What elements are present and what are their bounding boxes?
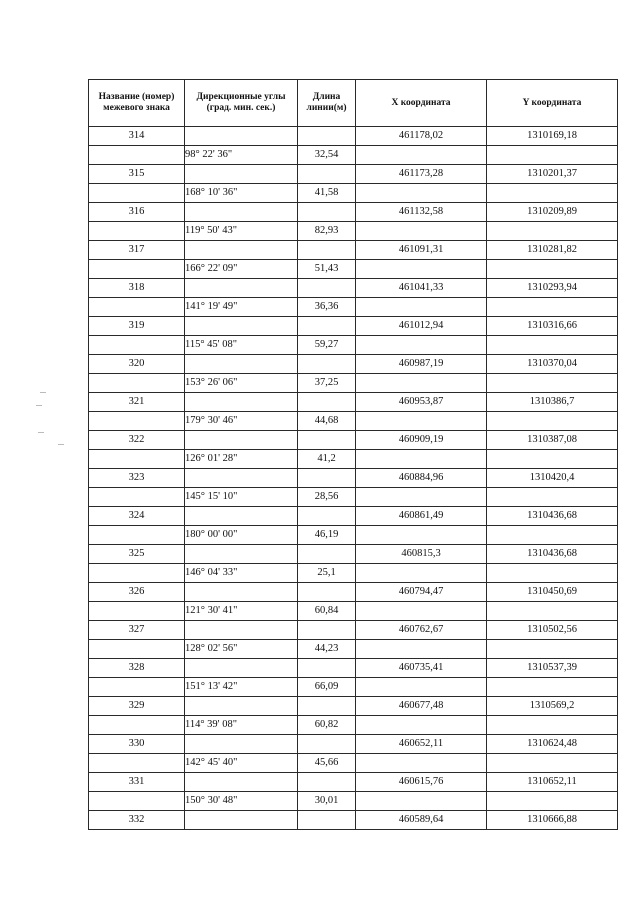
x-coordinate-cell: 460677,48 <box>356 697 487 716</box>
x-coordinate-cell: 461012,94 <box>356 317 487 336</box>
y-coordinate-cell: 1310386,7 <box>487 393 618 412</box>
point-name-cell: 322 <box>89 431 185 450</box>
line-length-cell: 30,01 <box>298 792 356 811</box>
empty-cell <box>356 298 487 317</box>
point-name-cell: 324 <box>89 507 185 526</box>
empty-cell <box>356 412 487 431</box>
header-name: Название (номер) межевого знака <box>89 80 185 127</box>
table-row-segment <box>89 146 618 165</box>
line-length-cell: 41,2 <box>298 450 356 469</box>
direction-angle-cell: 119° 50' 43" <box>185 222 298 241</box>
empty-cell <box>89 488 185 507</box>
direction-angle-cell: 166° 22' 09" <box>185 260 298 279</box>
y-coordinate-cell: 1310436,68 <box>487 507 618 526</box>
empty-cell <box>89 564 185 583</box>
table-row-point <box>89 165 618 184</box>
point-name-cell: 326 <box>89 583 185 602</box>
line-length-cell: 45,66 <box>298 754 356 773</box>
empty-cell <box>487 450 618 469</box>
point-name-cell: 320 <box>89 355 185 374</box>
direction-angle-cell: 141° 19' 49" <box>185 298 298 317</box>
empty-cell <box>185 355 298 374</box>
empty-cell <box>185 317 298 336</box>
empty-cell <box>356 374 487 393</box>
empty-cell <box>298 355 356 374</box>
empty-cell <box>298 317 356 336</box>
empty-cell <box>487 792 618 811</box>
empty-cell <box>298 697 356 716</box>
empty-cell <box>487 374 618 393</box>
empty-cell <box>487 602 618 621</box>
empty-cell <box>356 564 487 583</box>
empty-cell <box>356 146 487 165</box>
empty-cell <box>356 678 487 697</box>
x-coordinate-cell: 460652,11 <box>356 735 487 754</box>
table-row-point <box>89 811 618 830</box>
y-coordinate-cell: 1310420,4 <box>487 469 618 488</box>
direction-angle-cell: 98° 22' 36" <box>185 146 298 165</box>
y-coordinate-cell: 1310281,82 <box>487 241 618 260</box>
empty-cell <box>185 621 298 640</box>
table-row-segment <box>89 716 618 735</box>
empty-cell <box>89 792 185 811</box>
empty-cell <box>298 431 356 450</box>
table-row-point <box>89 469 618 488</box>
empty-cell <box>89 716 185 735</box>
table-row-point <box>89 279 618 298</box>
empty-cell <box>89 602 185 621</box>
table-row-segment <box>89 450 618 469</box>
empty-cell <box>298 659 356 678</box>
empty-cell <box>298 735 356 754</box>
empty-cell <box>185 431 298 450</box>
line-length-cell: 60,82 <box>298 716 356 735</box>
empty-cell <box>298 241 356 260</box>
empty-cell <box>185 659 298 678</box>
empty-cell <box>298 127 356 146</box>
empty-cell <box>185 241 298 260</box>
x-coordinate-cell: 460589,64 <box>356 811 487 830</box>
point-name-cell: 327 <box>89 621 185 640</box>
empty-cell <box>487 488 618 507</box>
scan-mark <box>58 444 64 445</box>
table-row-point <box>89 621 618 640</box>
empty-cell <box>487 640 618 659</box>
empty-cell <box>487 412 618 431</box>
x-coordinate-cell: 460735,41 <box>356 659 487 678</box>
empty-cell <box>185 165 298 184</box>
direction-angle-cell: 179° 30' 46" <box>185 412 298 431</box>
empty-cell <box>185 735 298 754</box>
y-coordinate-cell: 1310316,66 <box>487 317 618 336</box>
table-row-segment <box>89 488 618 507</box>
empty-cell <box>185 773 298 792</box>
point-name-cell: 325 <box>89 545 185 564</box>
direction-angle-cell: 142° 45' 40" <box>185 754 298 773</box>
empty-cell <box>185 697 298 716</box>
empty-cell <box>356 488 487 507</box>
x-coordinate-cell: 460884,96 <box>356 469 487 488</box>
line-length-cell: 28,56 <box>298 488 356 507</box>
y-coordinate-cell: 1310387,08 <box>487 431 618 450</box>
direction-angle-cell: 115° 45' 08" <box>185 336 298 355</box>
direction-angle-cell: 126° 01' 28" <box>185 450 298 469</box>
y-coordinate-cell: 1310293,94 <box>487 279 618 298</box>
point-name-cell: 314 <box>89 127 185 146</box>
point-name-cell: 330 <box>89 735 185 754</box>
point-name-cell: 316 <box>89 203 185 222</box>
table-row-point <box>89 203 618 222</box>
line-length-cell: 44,68 <box>298 412 356 431</box>
scan-mark <box>40 392 46 393</box>
empty-cell <box>356 222 487 241</box>
line-length-cell: 66,09 <box>298 678 356 697</box>
empty-cell <box>298 621 356 640</box>
empty-cell <box>89 678 185 697</box>
line-length-cell: 37,25 <box>298 374 356 393</box>
table-row-segment <box>89 640 618 659</box>
empty-cell <box>89 222 185 241</box>
coordinates-table <box>88 79 618 830</box>
line-length-cell: 60,84 <box>298 602 356 621</box>
x-coordinate-cell: 460615,76 <box>356 773 487 792</box>
line-length-cell: 59,27 <box>298 336 356 355</box>
empty-cell <box>89 450 185 469</box>
point-name-cell: 321 <box>89 393 185 412</box>
x-coordinate-cell: 461173,28 <box>356 165 487 184</box>
y-coordinate-cell: 1310436,68 <box>487 545 618 564</box>
line-length-cell: 41,58 <box>298 184 356 203</box>
direction-angle-cell: 146° 04' 33" <box>185 564 298 583</box>
table-row-point <box>89 773 618 792</box>
header-angle: Дирекционные углы (град. мин. сек.) <box>185 80 298 127</box>
table-row-point <box>89 545 618 564</box>
empty-cell <box>298 811 356 830</box>
table-body <box>89 127 618 830</box>
empty-cell <box>356 450 487 469</box>
y-coordinate-cell: 1310209,89 <box>487 203 618 222</box>
point-name-cell: 332 <box>89 811 185 830</box>
empty-cell <box>89 146 185 165</box>
line-length-cell: 32,54 <box>298 146 356 165</box>
line-length-cell: 51,43 <box>298 260 356 279</box>
empty-cell <box>487 184 618 203</box>
x-coordinate-cell: 461041,33 <box>356 279 487 298</box>
empty-cell <box>185 127 298 146</box>
empty-cell <box>298 583 356 602</box>
table-row-segment <box>89 564 618 583</box>
table-row-segment <box>89 374 618 393</box>
table-row-segment <box>89 298 618 317</box>
table-row-segment <box>89 222 618 241</box>
direction-angle-cell: 145° 15' 10" <box>185 488 298 507</box>
empty-cell <box>89 260 185 279</box>
empty-cell <box>298 545 356 564</box>
table-row-point <box>89 659 618 678</box>
empty-cell <box>356 792 487 811</box>
empty-cell <box>89 526 185 545</box>
line-length-cell: 25,1 <box>298 564 356 583</box>
empty-cell <box>487 146 618 165</box>
point-name-cell: 317 <box>89 241 185 260</box>
empty-cell <box>487 222 618 241</box>
table-row-segment <box>89 754 618 773</box>
header-y: Y координата <box>487 80 618 127</box>
empty-cell <box>487 678 618 697</box>
table-header-row <box>89 80 618 127</box>
direction-angle-cell: 121° 30' 41" <box>185 602 298 621</box>
empty-cell <box>89 298 185 317</box>
table-row-point <box>89 697 618 716</box>
empty-cell <box>185 203 298 222</box>
table-row-point <box>89 241 618 260</box>
x-coordinate-cell: 460815,3 <box>356 545 487 564</box>
x-coordinate-cell: 461091,31 <box>356 241 487 260</box>
direction-angle-cell: 151° 13' 42" <box>185 678 298 697</box>
empty-cell <box>356 640 487 659</box>
empty-cell <box>185 469 298 488</box>
scan-mark <box>36 405 42 406</box>
point-name-cell: 315 <box>89 165 185 184</box>
direction-angle-cell: 180° 00' 00" <box>185 526 298 545</box>
table-row-point <box>89 127 618 146</box>
y-coordinate-cell: 1310370,04 <box>487 355 618 374</box>
direction-angle-cell: 153° 26' 06" <box>185 374 298 393</box>
scan-mark <box>38 432 44 433</box>
empty-cell <box>487 716 618 735</box>
empty-cell <box>356 336 487 355</box>
table-row-point <box>89 431 618 450</box>
empty-cell <box>185 279 298 298</box>
line-length-cell: 36,36 <box>298 298 356 317</box>
x-coordinate-cell: 460987,19 <box>356 355 487 374</box>
table-row-segment <box>89 602 618 621</box>
y-coordinate-cell: 1310169,18 <box>487 127 618 146</box>
direction-angle-cell: 168° 10' 36" <box>185 184 298 203</box>
table-row-point <box>89 317 618 336</box>
point-name-cell: 318 <box>89 279 185 298</box>
point-name-cell: 323 <box>89 469 185 488</box>
x-coordinate-cell: 460762,67 <box>356 621 487 640</box>
x-coordinate-cell: 460794,47 <box>356 583 487 602</box>
empty-cell <box>185 583 298 602</box>
empty-cell <box>356 716 487 735</box>
empty-cell <box>356 602 487 621</box>
line-length-cell: 46,19 <box>298 526 356 545</box>
table-row-point <box>89 735 618 754</box>
point-name-cell: 319 <box>89 317 185 336</box>
x-coordinate-cell: 461178,02 <box>356 127 487 146</box>
empty-cell <box>487 564 618 583</box>
empty-cell <box>356 754 487 773</box>
table-row-point <box>89 583 618 602</box>
empty-cell <box>487 754 618 773</box>
table-row-point <box>89 355 618 374</box>
empty-cell <box>298 507 356 526</box>
empty-cell <box>356 526 487 545</box>
table-row-point <box>89 393 618 412</box>
empty-cell <box>89 754 185 773</box>
empty-cell <box>185 507 298 526</box>
empty-cell <box>89 412 185 431</box>
direction-angle-cell: 114° 39' 08" <box>185 716 298 735</box>
x-coordinate-cell: 460953,87 <box>356 393 487 412</box>
line-length-cell: 44,23 <box>298 640 356 659</box>
empty-cell <box>185 393 298 412</box>
empty-cell <box>89 336 185 355</box>
empty-cell <box>356 260 487 279</box>
empty-cell <box>298 393 356 412</box>
empty-cell <box>89 640 185 659</box>
x-coordinate-cell: 461132,58 <box>356 203 487 222</box>
header-x: X координата <box>356 80 487 127</box>
table-row-point <box>89 507 618 526</box>
header-length: Длина линии(м) <box>298 80 356 127</box>
table-row-segment <box>89 336 618 355</box>
empty-cell <box>487 260 618 279</box>
x-coordinate-cell: 460861,49 <box>356 507 487 526</box>
x-coordinate-cell: 460909,19 <box>356 431 487 450</box>
direction-angle-cell: 150° 30' 48" <box>185 792 298 811</box>
table-row-segment <box>89 412 618 431</box>
line-length-cell: 82,93 <box>298 222 356 241</box>
empty-cell <box>185 545 298 564</box>
empty-cell <box>298 469 356 488</box>
point-name-cell: 328 <box>89 659 185 678</box>
y-coordinate-cell: 1310201,37 <box>487 165 618 184</box>
table-row-segment <box>89 792 618 811</box>
y-coordinate-cell: 1310666,88 <box>487 811 618 830</box>
empty-cell <box>298 165 356 184</box>
empty-cell <box>487 298 618 317</box>
empty-cell <box>298 279 356 298</box>
empty-cell <box>487 526 618 545</box>
table-row-segment <box>89 678 618 697</box>
y-coordinate-cell: 1310502,56 <box>487 621 618 640</box>
y-coordinate-cell: 1310450,69 <box>487 583 618 602</box>
empty-cell <box>298 773 356 792</box>
empty-cell <box>185 811 298 830</box>
table-row-segment <box>89 184 618 203</box>
y-coordinate-cell: 1310652,11 <box>487 773 618 792</box>
direction-angle-cell: 128° 02' 56" <box>185 640 298 659</box>
empty-cell <box>356 184 487 203</box>
empty-cell <box>298 203 356 222</box>
y-coordinate-cell: 1310624,48 <box>487 735 618 754</box>
empty-cell <box>89 374 185 393</box>
point-name-cell: 331 <box>89 773 185 792</box>
empty-cell <box>487 336 618 355</box>
empty-cell <box>89 184 185 203</box>
table-row-segment <box>89 526 618 545</box>
y-coordinate-cell: 1310569,2 <box>487 697 618 716</box>
table-row-segment <box>89 260 618 279</box>
y-coordinate-cell: 1310537,39 <box>487 659 618 678</box>
point-name-cell: 329 <box>89 697 185 716</box>
